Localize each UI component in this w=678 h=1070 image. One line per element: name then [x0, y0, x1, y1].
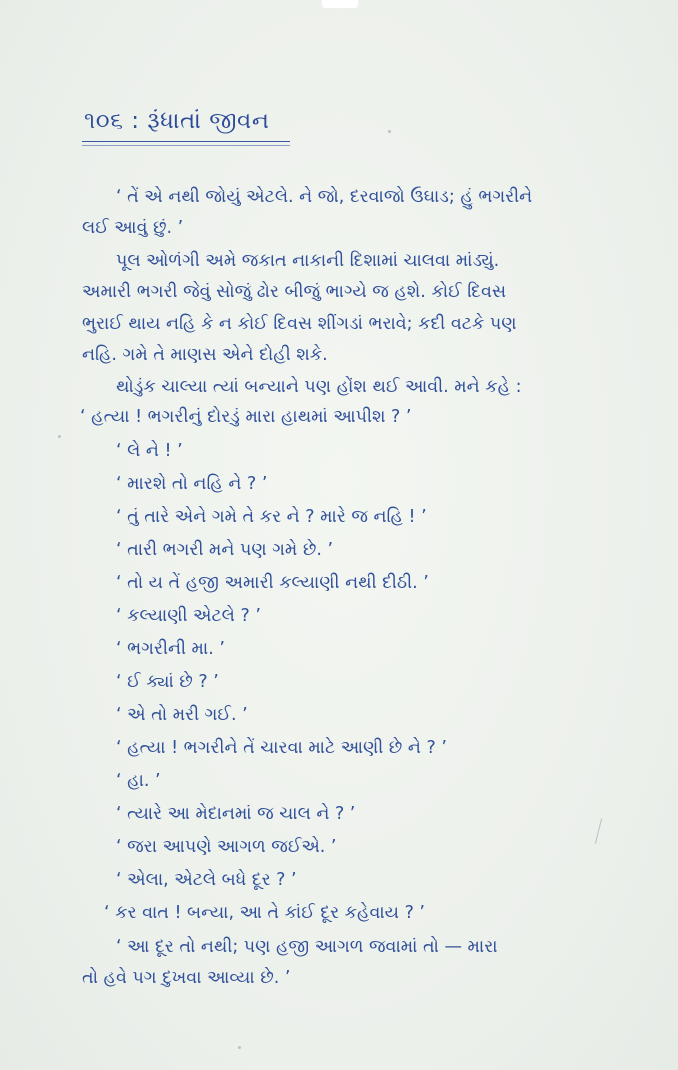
header-underline-secondary: [82, 145, 290, 146]
text-line-19: ‘ હા. ’: [116, 771, 161, 791]
text-line-5: ભુરાઈ થાય નહિ કે ન કોઈ દિવસ શીંગડાં ભરાવે; કદી વટકે પણ: [82, 314, 517, 334]
text-line-20: ‘ ત્યારે આ મેદાનમાં જ ચાલ ને ? ’: [116, 804, 356, 824]
paper-speck: [58, 435, 61, 438]
text-line-4: અમારી ભગરી જેવું સોજું ઢોર બીજું ભાગ્યે જ હશે. કોઈ દિવસ: [82, 282, 507, 302]
text-line-25: તો હવે પગ દુખવા આવ્યા છે. ’: [82, 968, 291, 988]
text-line-14: ‘ કલ્યાણી એટલે ? ’: [116, 606, 261, 626]
text-line-2: લઈ આવું છું. ’: [82, 218, 184, 238]
running-header: ૧૦૬ : રૂંધાતાં જીવન: [84, 108, 270, 134]
text-line-21: ‘ જરા આપણે આગળ જઈએ. ’: [116, 837, 337, 857]
text-line-23: ‘ કર વાત ! બન્યા, આ તે કાંઈ દૂર કહેવાય ? ’: [104, 903, 425, 923]
text-line-13: ‘ તો ય તેં હજી અમારી કલ્યાણી નથી દીઠી. ’: [116, 573, 429, 593]
header-underline: [82, 141, 290, 142]
text-line-17: ‘ એ તો મરી ગઈ. ’: [116, 705, 248, 725]
paper-scratch: [595, 818, 602, 843]
text-line-11: ‘ તું તારે એને ગમે તે કર ને ? મારે જ નહિ ! ’: [116, 507, 427, 527]
text-line-3: પૂલ ઓળંગી અમે જકાત નાકાની દિશામાં ચાલવા માંડ્યું.: [116, 251, 500, 271]
text-line-9: ‘ લે ને ! ’: [116, 441, 183, 461]
text-line-18: ‘ હત્યા ! ભગરીને તેં ચારવા માટે આણી છે ને ? ’: [116, 738, 447, 758]
text-line-1: ‘ તેં એ નથી જોયું એટલે. ને જો, દરવાજો ઉઘાડ; હું ભગરીને: [116, 187, 533, 207]
text-line-8: ‘ હત્યા ! ભગરીનું દોરડું મારા હાથમાં આપીશ ? ’: [80, 407, 412, 427]
text-line-7: થોડુંક ચાલ્યા ત્યાં બન્યાને પણ હોંશ થઈ આવી. મને કહે :: [116, 377, 522, 397]
text-line-15: ‘ ભગરીની મા. ’: [116, 639, 225, 659]
paper-speck: [388, 130, 391, 133]
text-line-10: ‘ મારશે તો નહિ ને ? ’: [116, 474, 268, 494]
page-top-tab: [322, 0, 358, 8]
paper-speck: [238, 1046, 241, 1049]
text-line-22: ‘ એલા, એટલે બધે દૂર ? ’: [116, 870, 297, 890]
text-line-12: ‘ તારી ભગરી મને પણ ગમે છે. ’: [116, 540, 334, 560]
text-line-24: ‘ આ દૂર તો નથી; પણ હજી આગળ જવામાં તો — મારા: [116, 937, 498, 957]
text-line-6: નહિ. ગમે તે માણસ એને દોહી શકે.: [82, 345, 328, 365]
text-line-16: ‘ ઈ ક્યાં છે ? ’: [116, 672, 219, 692]
